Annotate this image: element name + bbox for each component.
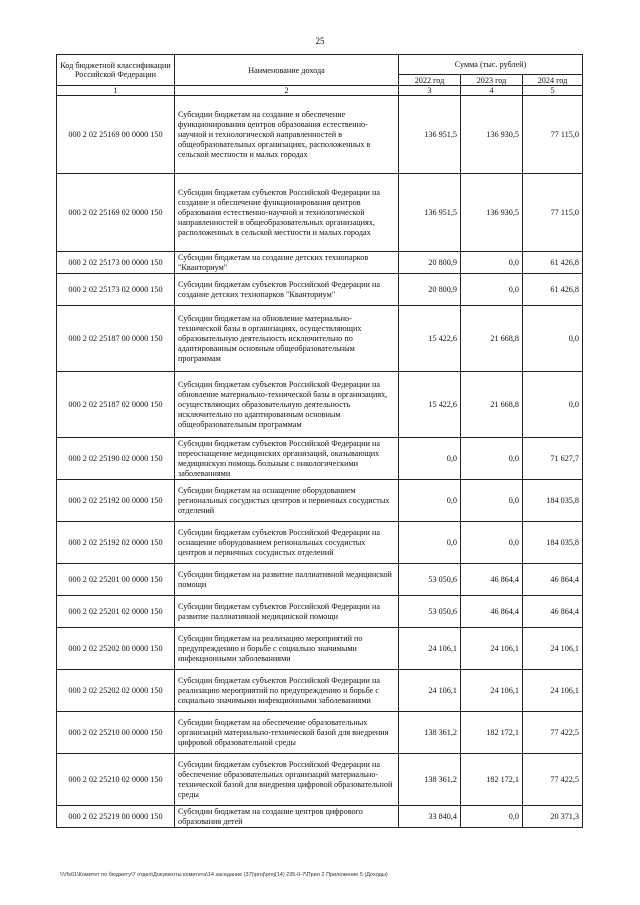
row-value-2023: 136 930,5 — [461, 174, 523, 252]
row-value-2024: 77 422,5 — [523, 754, 583, 806]
row-code: 000 2 02 25173 00 0000 150 — [57, 252, 175, 274]
row-code: 000 2 02 25192 02 0000 150 — [57, 522, 175, 564]
table-row — [57, 670, 583, 712]
row-value-2022: 24 106,1 — [399, 670, 461, 712]
row-value-2023: 0,0 — [461, 522, 523, 564]
row-name: Субсидии бюджетам субъектов Российской Федерации на обновление материально-технической базы в организациях, осуществляющих образовательную деятельность исключительно по адаптированным основным общеобразовательным программам — [175, 372, 399, 438]
row-name: Субсидии бюджетам на обновление материально-технической базы в организациях, осуществляющих образовательную деятельность исключительно по адаптированным основным общеобразовательным программам — [175, 306, 399, 372]
row-value-2022: 136 951,5 — [399, 96, 461, 174]
col-number: 5 — [523, 86, 583, 96]
table-row — [57, 274, 583, 306]
row-code: 000 2 02 25169 00 0000 150 — [57, 96, 175, 174]
row-value-2022: 20 800,9 — [399, 252, 461, 274]
table-row — [57, 306, 583, 372]
row-name: Субсидии бюджетам субъектов Российской Федерации на обеспечение образовательных организаций материально-технической базой для внедрения цифровой образовательной среды — [175, 754, 399, 806]
table-row — [57, 712, 583, 754]
row-value-2024: 77 115,0 — [523, 174, 583, 252]
row-value-2023: 0,0 — [461, 274, 523, 306]
col-number: 4 — [461, 86, 523, 96]
table-row — [57, 806, 583, 828]
row-value-2022: 0,0 — [399, 522, 461, 564]
row-name: Субсидии бюджетам субъектов Российской Федерации на реализацию мероприятий по предупреждению и борьбе с социально значимыми инфекционными заболеваниями — [175, 670, 399, 712]
row-value-2022: 20 800,9 — [399, 274, 461, 306]
row-value-2022: 136 951,5 — [399, 174, 461, 252]
row-code: 000 2 02 25202 02 0000 150 — [57, 670, 175, 712]
row-name: Субсидии бюджетам субъектов Российской Федерации на развитие паллиативной медицинской помощи — [175, 596, 399, 628]
row-value-2024: 71 627,7 — [523, 438, 583, 480]
table-row — [57, 174, 583, 252]
row-value-2024: 77 422,5 — [523, 712, 583, 754]
table-row — [57, 372, 583, 438]
revenue-table — [56, 54, 583, 828]
col-number: 1 — [57, 86, 175, 96]
row-code: 000 2 02 25169 02 0000 150 — [57, 174, 175, 252]
row-name: Субсидии бюджетам на оснащение оборудованием региональных сосудистых центров и первичных сосудистых отделений — [175, 480, 399, 522]
header-year-2022: 2022 год — [399, 75, 461, 86]
col-number: 3 — [399, 86, 461, 96]
row-name: Субсидии бюджетам на реализацию мероприятий по предупреждению и борьбе с социально значимыми инфекционными заболеваниями — [175, 628, 399, 670]
row-value-2022: 0,0 — [399, 480, 461, 522]
table-row — [57, 96, 583, 174]
header-year-2023: 2023 год — [461, 75, 523, 86]
row-code: 000 2 02 25192 00 0000 150 — [57, 480, 175, 522]
table-row — [57, 628, 583, 670]
row-value-2022: 15 422,6 — [399, 372, 461, 438]
row-code: 000 2 02 25173 02 0000 150 — [57, 274, 175, 306]
row-value-2023: 24 106,1 — [461, 628, 523, 670]
row-value-2024: 0,0 — [523, 372, 583, 438]
row-value-2023: 0,0 — [461, 806, 523, 828]
table-row — [57, 438, 583, 480]
row-value-2022: 24 106,1 — [399, 628, 461, 670]
row-value-2023: 46 864,4 — [461, 564, 523, 596]
row-value-2024: 46 864,4 — [523, 564, 583, 596]
row-value-2022: 138 361,2 — [399, 712, 461, 754]
table-row — [57, 522, 583, 564]
row-value-2024: 24 106,1 — [523, 628, 583, 670]
row-value-2022: 15 422,6 — [399, 306, 461, 372]
page-number: 25 — [315, 36, 325, 46]
row-code: 000 2 02 25202 00 0000 150 — [57, 628, 175, 670]
row-value-2023: 24 106,1 — [461, 670, 523, 712]
col-number: 2 — [175, 86, 399, 96]
row-code: 000 2 02 25201 02 0000 150 — [57, 596, 175, 628]
row-value-2023: 182 172,1 — [461, 754, 523, 806]
row-value-2024: 24 106,1 — [523, 670, 583, 712]
row-value-2024: 61 426,8 — [523, 252, 583, 274]
row-value-2023: 46 864,4 — [461, 596, 523, 628]
row-value-2023: 182 172,1 — [461, 712, 523, 754]
row-name: Субсидии бюджетам субъектов Российской Федерации на создание и обеспечение функционирования центров образования естественно-научной и технологической направленностей в общеобразовательных организациях, расположенных в сельской местности и малых городах — [175, 174, 399, 252]
row-value-2022: 138 361,2 — [399, 754, 461, 806]
row-code: 000 2 02 25210 00 0000 150 — [57, 712, 175, 754]
row-name: Субсидии бюджетам на обеспечение образовательных организаций материально-технической базой для внедрения цифровой образовательной среды — [175, 712, 399, 754]
row-value-2023: 0,0 — [461, 252, 523, 274]
row-name: Субсидии бюджетам субъектов Российской Федерации на переоснащение медицинских организаций, оказывающих медицинскую помощь больным с онкологическими заболеваниями — [175, 438, 399, 480]
row-value-2024: 184 035,8 — [523, 522, 583, 564]
table-row — [57, 564, 583, 596]
row-name: Субсидии бюджетам на создание и обеспечение функционирования центров образования естественно-научной и технологической направленностей в общеобразовательных организациях, расположенных в сельской местности и малых городах — [175, 96, 399, 174]
row-code: 000 2 02 25201 00 0000 150 — [57, 564, 175, 596]
header-sum: Сумма (тыс. рублей) — [399, 55, 583, 75]
row-value-2023: 136 930,5 — [461, 96, 523, 174]
row-value-2024: 20 371,3 — [523, 806, 583, 828]
row-value-2023: 0,0 — [461, 480, 523, 522]
table-row — [57, 480, 583, 522]
row-code: 000 2 02 25187 02 0000 150 — [57, 372, 175, 438]
row-name: Субсидии бюджетам субъектов Российской Федерации на создание детских технопарков "Кванториум" — [175, 274, 399, 306]
table-row — [57, 596, 583, 628]
table-row — [57, 252, 583, 274]
header-year-2024: 2024 год — [523, 75, 583, 86]
row-value-2024: 46 864,4 — [523, 596, 583, 628]
row-value-2023: 21 668,8 — [461, 372, 523, 438]
row-value-2022: 0,0 — [399, 438, 461, 480]
header-code: Код бюджетной классификации Российской Федерации — [57, 55, 175, 86]
row-value-2024: 61 426,8 — [523, 274, 583, 306]
table-row — [57, 754, 583, 806]
file-path-footer: \\Vfs01\Комитет по бюджету\7 отдел\Документы комитета\14 заседание (37)\proj\proj(14) 235-II-7\Прил 2 Приложение 5 (Доходы) — [60, 872, 388, 878]
row-code: 000 2 02 25187 00 0000 150 — [57, 306, 175, 372]
row-value-2024: 184 035,8 — [523, 480, 583, 522]
row-value-2023: 0,0 — [461, 438, 523, 480]
row-code: 000 2 02 25190 02 0000 150 — [57, 438, 175, 480]
header-name: Наименование дохода — [175, 55, 399, 86]
row-value-2022: 53 050,6 — [399, 564, 461, 596]
row-value-2022: 53 050,6 — [399, 596, 461, 628]
row-value-2022: 33 840,4 — [399, 806, 461, 828]
table-body — [57, 96, 583, 828]
row-value-2024: 0,0 — [523, 306, 583, 372]
row-code: 000 2 02 25210 02 0000 150 — [57, 754, 175, 806]
row-code: 000 2 02 25219 00 0000 150 — [57, 806, 175, 828]
row-name: Субсидии бюджетам на создание детских технопарков "Кванториум" — [175, 252, 399, 274]
row-name: Субсидии бюджетам на развитие паллиативной медицинской помощи — [175, 564, 399, 596]
row-value-2023: 21 668,8 — [461, 306, 523, 372]
row-name: Субсидии бюджетам субъектов Российской Федерации на оснащение оборудованием региональных сосудистых центров и первичных сосудистых отделений — [175, 522, 399, 564]
row-value-2024: 77 115,0 — [523, 96, 583, 174]
row-name: Субсидии бюджетам на создание центров цифрового образования детей — [175, 806, 399, 828]
